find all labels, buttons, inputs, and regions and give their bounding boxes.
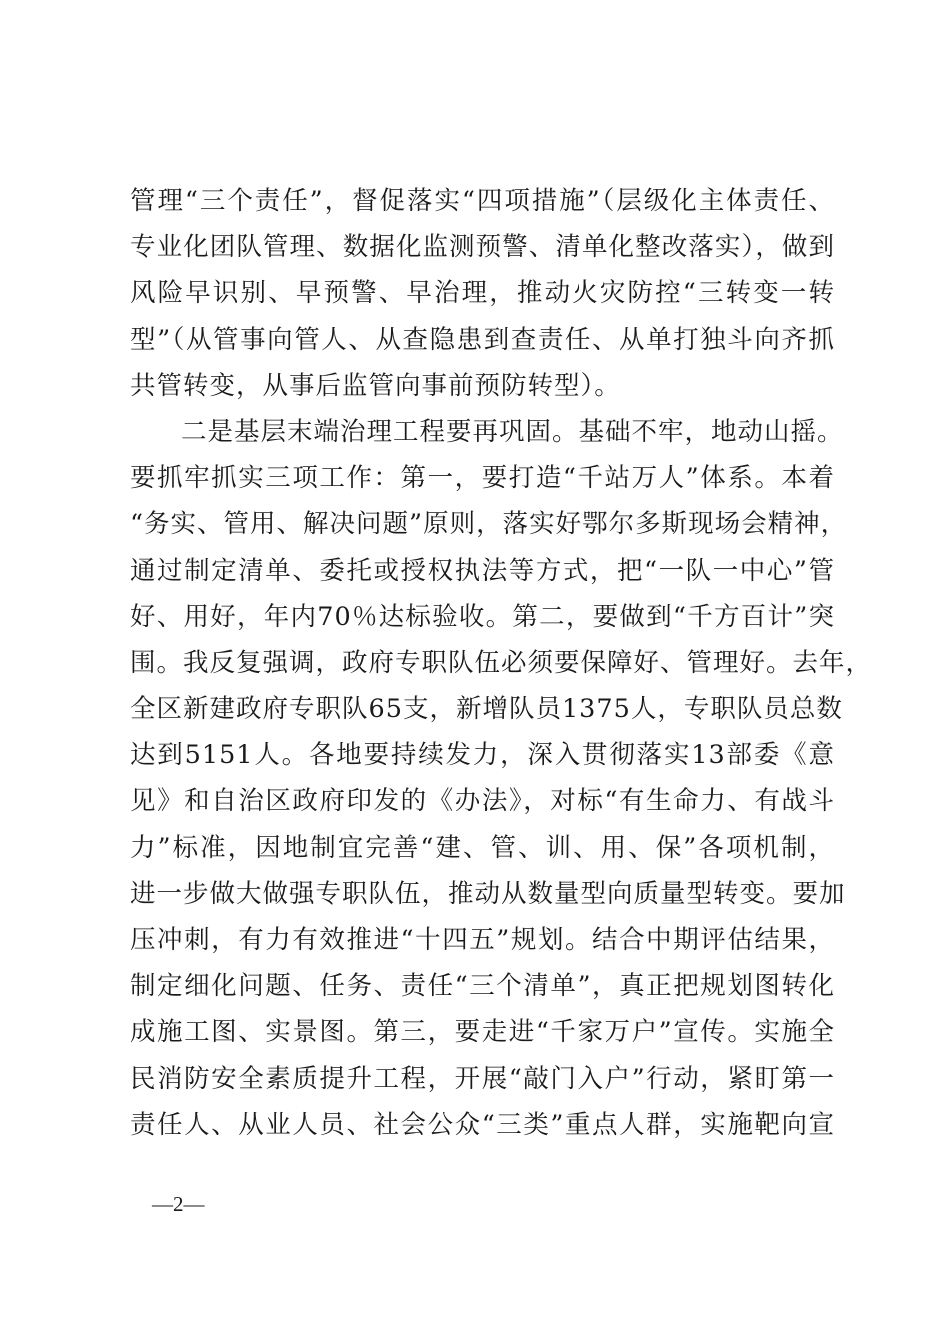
text-line: 力”标准，因地制宜完善“建、管、训、用、保”各项机制， (130, 832, 835, 863)
text-line: 风险早识别、早预警、早治理，推动火灾防控“三转变一转 (130, 278, 835, 309)
text-line: 见》和自治区政府印发的《办法》，对标“有生命力、有战斗 (130, 786, 835, 817)
text-line: 压冲刺，有力有效推进“十四五”规划。结合中期评估结果， (130, 925, 835, 955)
paragraph-1 (130, 178, 835, 409)
text-line: 全区新建政府专职队65支，新增队员1375人，专职队员总数 (130, 694, 843, 725)
text-line: 通过制定清单、委托或授权执法等方式，把“一队一中心”管 (130, 555, 835, 586)
text-line: “务实、管用、解决问题”原则，落实好鄂尔多斯现场会精神， (130, 509, 848, 540)
text-line: 围。我反复强调，政府专职队伍必须要保障好、管理好。去年， (130, 647, 873, 678)
page-number: —2— (152, 1192, 205, 1216)
text-line: 好、用好，年内70％达标验收。第二，要做到“千方百计”突 (130, 601, 835, 632)
document-body (130, 178, 873, 1148)
text-line: 型”（从管事向管人、从查隐患到查责任、从单打独斗向齐抓 (130, 324, 835, 355)
text-line: 进一步做大做强专职队伍，推动从数量型向质量型转变。要加 (130, 878, 846, 909)
text-line: 二是基层末端治理工程要再巩固。基础不牢，地动山摇。 (181, 416, 844, 447)
text-line: 要抓牢抓实三项工作：第一，要打造“千站万人”体系。本着 (130, 463, 835, 494)
text-line: 管理“三个责任”，督促落实“四项措施”（层级化主体责任、 (130, 186, 835, 216)
text-line: 制定细化问题、任务、责任“三个清单”，真正把规划图转化 (130, 971, 835, 1002)
text-line: 民消防安全素质提升工程，开展“敲门入户”行动，紧盯第一 (130, 1063, 835, 1094)
text-line: 共管转变，从事后监管向事前预防转型）。 (130, 370, 621, 401)
text-line: 达到5151人。各地要持续发力，深入贯彻落实13部委《意 (130, 740, 835, 771)
text-line: 成施工图、实景图。第三，要走进“千家万户”宣传。实施全 (130, 1017, 835, 1048)
text-line: 责任人、从业人员、社会公众“三类”重点人群，实施靶向宣 (130, 1109, 835, 1140)
paragraph-2 (130, 409, 873, 1148)
text-line: 专业化团队管理、数据化监测预警、清单化整改落实），做到 (130, 232, 835, 263)
